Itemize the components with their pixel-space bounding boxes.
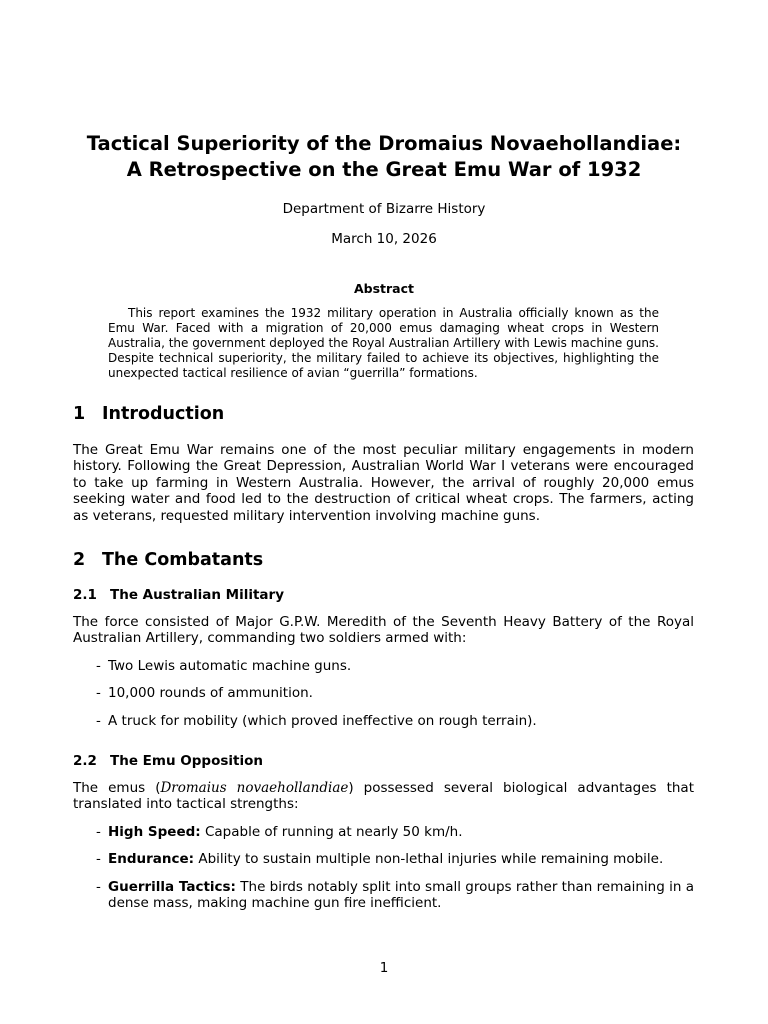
list-marker: - bbox=[96, 685, 101, 701]
subsection-heading-military bbox=[73, 587, 284, 603]
subsection-heading-emu bbox=[73, 753, 263, 769]
species-name: Dromaius novaehollandiae bbox=[160, 780, 349, 796]
list-marker: - bbox=[96, 824, 101, 840]
list-item-text: A truck for mobility (which proved ineffective on rough terrain). bbox=[108, 713, 537, 729]
subsection-title: The Emu Opposition bbox=[110, 753, 263, 769]
author: Department of Bizarre History bbox=[282, 201, 486, 217]
military-paragraph: The force consisted of Major G.P.W. Meredith of the Seventh Heavy Battery of the Royal Australian Artillery, commanding two soldiers armed with: bbox=[73, 614, 694, 647]
item-label: High Speed: bbox=[108, 824, 201, 840]
abstract-text: This report examines the 1932 military operation in Australia officially known as the Emu War. Faced with a migration of 20,000 emus damaging wheat crops in Western Australia, the government deployed the Royal Australian Artillery with Lewis machine guns. Despite technical superiority, the military failed to achieve its objectives, highlighting the unexpected tactical resilience of avian “guerrilla” formations. bbox=[108, 306, 659, 380]
list-item-text: 10,000 rounds of ammunition. bbox=[108, 685, 313, 701]
emu-paragraph bbox=[73, 780, 694, 813]
item-label: Endurance: bbox=[108, 851, 195, 867]
section-heading-introduction bbox=[73, 404, 224, 424]
section-number: 1 bbox=[73, 404, 86, 424]
list-item bbox=[96, 658, 694, 674]
abstract-heading: Abstract bbox=[353, 281, 415, 296]
list-marker: - bbox=[96, 879, 101, 895]
list-item bbox=[96, 685, 694, 701]
introduction-paragraph: The Great Emu War remains one of the most peculiar military engagements in modern history. Following the Great Depression, Australian World War I veterans were encouraged to take up farming in Western Australia. However, the arrival of roughly 20,000 emus seeking water and food led to the destruction of critical wheat crops. The farmers, acting as veterans, requested military intervention involving machine guns. bbox=[73, 442, 694, 524]
item-label: Guerrilla Tactics: bbox=[108, 879, 236, 895]
section-number: 2 bbox=[73, 550, 86, 570]
paper-title bbox=[0, 131, 768, 183]
list-item bbox=[96, 824, 694, 840]
list-marker: - bbox=[96, 658, 101, 674]
item-text: Ability to sustain multiple non-lethal injuries while remaining mobile. bbox=[194, 851, 664, 867]
list-item bbox=[96, 851, 694, 867]
subsection-title: The Australian Military bbox=[110, 587, 285, 603]
page-number: 1 bbox=[379, 960, 389, 976]
item-text: Capable of running at nearly 50 km/h. bbox=[200, 824, 463, 840]
date: March 10, 2026 bbox=[331, 231, 437, 247]
list-marker: - bbox=[96, 851, 101, 867]
title-line-1: Tactical Superiority of the Dromaius Novaehollandiae: bbox=[86, 132, 682, 155]
list-item bbox=[96, 879, 694, 912]
subsection-number: 2.2 bbox=[73, 753, 97, 769]
section-title: The Combatants bbox=[102, 550, 264, 570]
list-item-text: Two Lewis automatic machine guns. bbox=[108, 658, 352, 674]
item-text: The birds notably split into small groups rather than remaining in a dense mass, making machine gun fire inefficient. bbox=[108, 879, 694, 912]
subsection-number: 2.1 bbox=[73, 587, 97, 603]
section-heading-combatants bbox=[73, 550, 263, 570]
list-item bbox=[96, 713, 694, 729]
emu-paragraph-start: The emus ( bbox=[73, 780, 161, 796]
list-marker: - bbox=[96, 713, 101, 729]
title-line-2: A Retrospective on the Great Emu War of 1932 bbox=[126, 158, 642, 181]
emu-paragraph-end: ) possessed several biological advantages that translated into tactical strengths: bbox=[73, 780, 694, 813]
section-title: Introduction bbox=[102, 404, 225, 424]
